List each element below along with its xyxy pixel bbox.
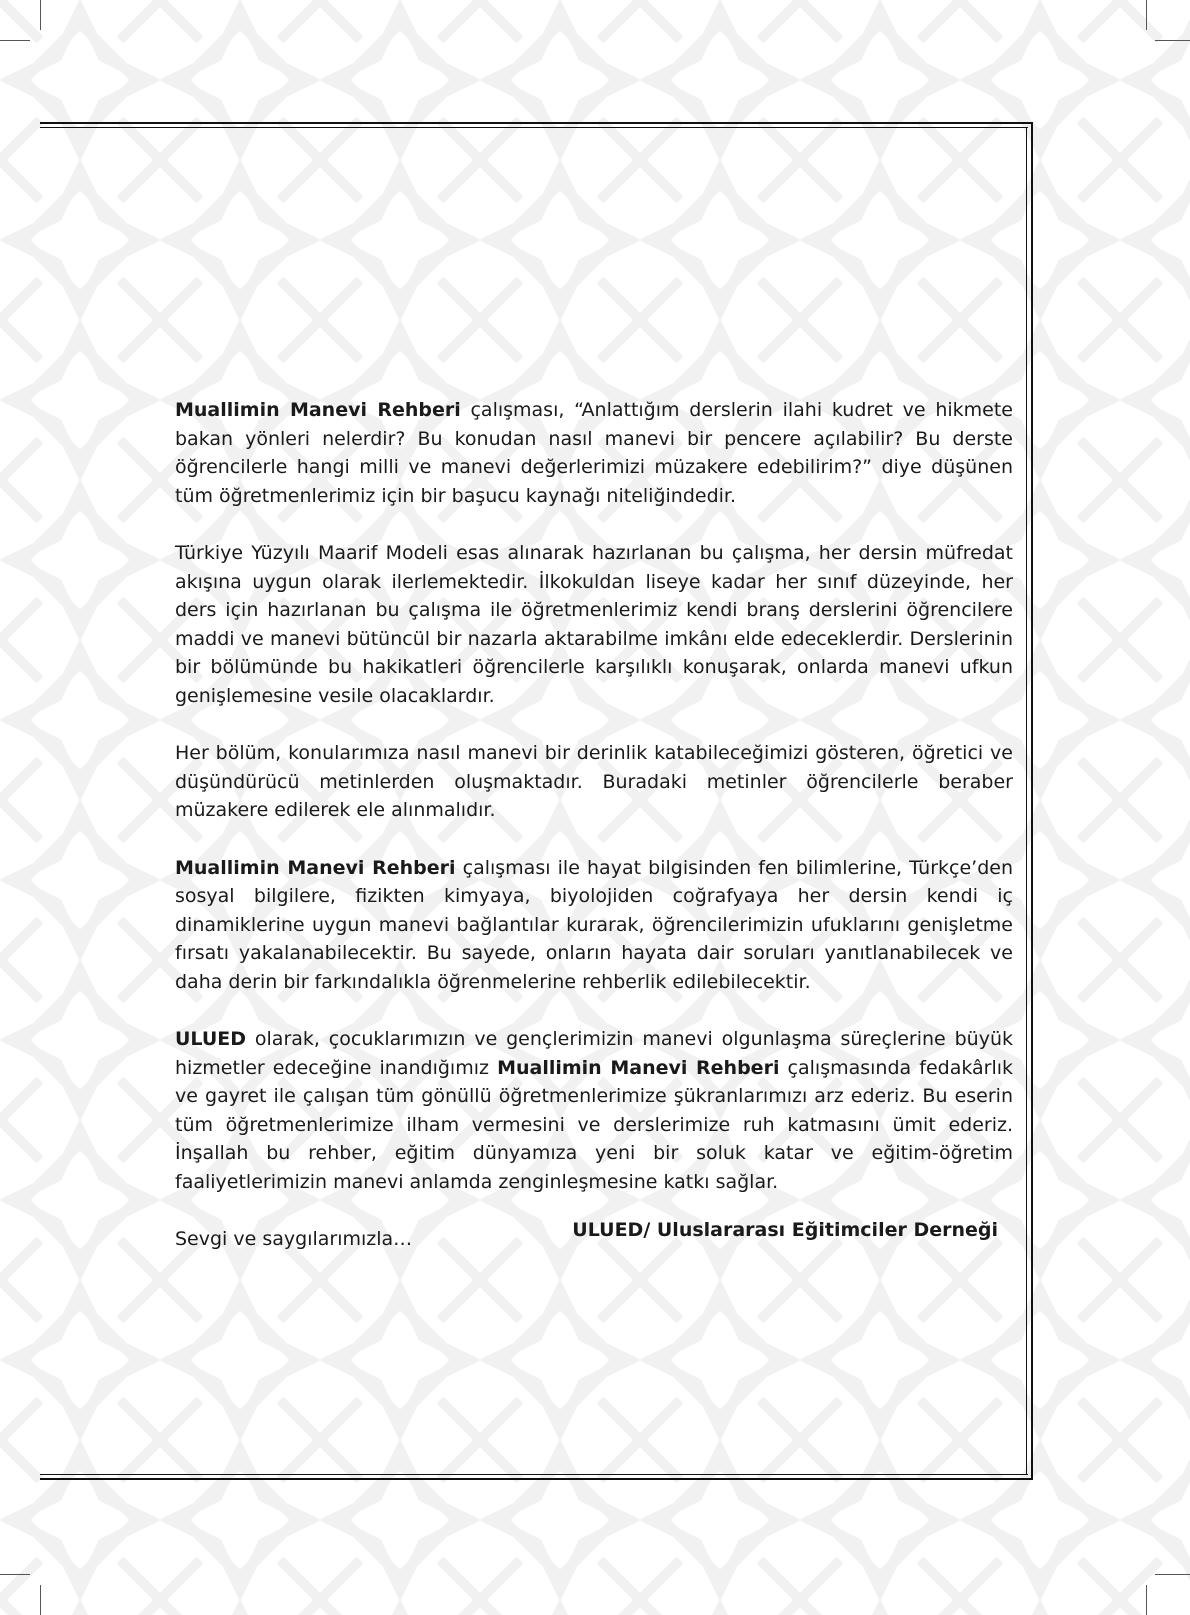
crop-mark [0, 40, 30, 41]
crop-mark [1155, 1574, 1190, 1575]
crop-mark [40, 0, 41, 30]
book-title: Muallimin Manevi Rehberi [497, 1056, 780, 1079]
frame-bottom-inner-line [40, 1474, 1028, 1475]
paragraph-sections: Her bölüm, konularımıza nasıl manevi bir derinlik katabileceğimizi gösteren, öğretici ve düşündürücü metinlerden oluşmaktadır. Buradaki metinler öğrencilerle beraber müzakere edilerek ele alınmalıdır. [175, 742, 1013, 822]
crop-mark [1155, 40, 1190, 41]
org-name: ULUED [175, 1028, 247, 1051]
frame-right-inner-line [1026, 127, 1027, 1475]
crop-mark [0, 1574, 30, 1575]
paragraph-thanks: ULUED olarak, çocuklarımızın ve gençlerimizin manevi olgunlaşma süreçlerine büyük hizmetler edeceğine inandığımız Muallimin Manevi Rehberi çalışmasında fedakârlık ve gayret ile çalışan tüm gönüllü öğretmenlerimize şükranlarımızı arz ederiz. Bu eserin tüm öğretmenlerimize ilham vermesini ve derslerimize ruh katmasını ümit ederiz. İnşallah bu rehber, eğitim dünyamıza yeni bir soluk katar ve eğitim-öğretim faaliyetlerimizin manevi anlamda zenginleşmesine katkı sağlar. [175, 1028, 1014, 1194]
paragraph-intro: Muallimin Manevi Rehberi çalışması, “Anlattığım derslerin ilahi kudret ve hikmete bakan yönleri nelerdir? Bu konudan nasıl manevi bir pencere açılabilir? Bu derste öğrencilerle hangi milli ve manevi değerlerimizi müzakere edebilirim?” diye düşünen tüm öğretmenlerimiz için bir başucu kaynağı niteliğindedir. [175, 399, 1013, 507]
crop-mark [1146, 1585, 1147, 1615]
paragraph-model: Türkiye Yüzyılı Maarif Modeli esas alınarak hazırlanan bu çalışma, her dersin müfredat akışına uygun olarak ilerlemektedir. İlkokuldan liseye kadar her sınıf düzeyinde, her ders için hazırlanan bu çalışma ile öğretmenlerimiz kendi branş derslerini öğrencilere maddi ve manevi bütüncül bir nazarla aktarabilme imkânı elde edeceklerdir. Derslerinin bir bölümünde bu hakikatleri öğrencilerle karşılıklı konuşarak, onlarda manevi ufkun genişlemesine vesile olacaklardır. [175, 541, 1013, 707]
frame-right-line [1031, 122, 1033, 1480]
crop-mark [40, 1585, 41, 1615]
frame-top-line [40, 122, 1033, 124]
crop-mark [1146, 0, 1147, 30]
paragraph-subjects: Muallimin Manevi Rehberi çalışması ile hayat bilgisinden fen bilimlerine, Türkçe’den sosyal bilgilere, fizikten kimyaya, biyolojiden coğrafyaya her dersin kendi iç dinamiklerine uygun manevi bağlantılar kurarak, öğrencilerimizin ufuklarını genişletme fırsatı yakalanabilecektir. Bu sayede, onların hayata dair soruları yanıtlanabilecek ve daha derin bir farkındalıkla öğrenmelerine rehberlik edilebilecektir. [175, 856, 1014, 993]
closing-greeting: Sevgi ve saygılarımızla… [175, 1228, 413, 1251]
frame-top-inner-line [40, 127, 1028, 128]
frame-bottom-line [40, 1478, 1033, 1480]
book-title: Muallimin Manevi Rehberi [175, 856, 456, 879]
book-title: Muallimin Manevi Rehberi [175, 399, 461, 421]
body-text [175, 396, 1013, 1282]
signature: ULUED/ Uluslararası Eğitimciler Derneği [572, 1219, 998, 1241]
